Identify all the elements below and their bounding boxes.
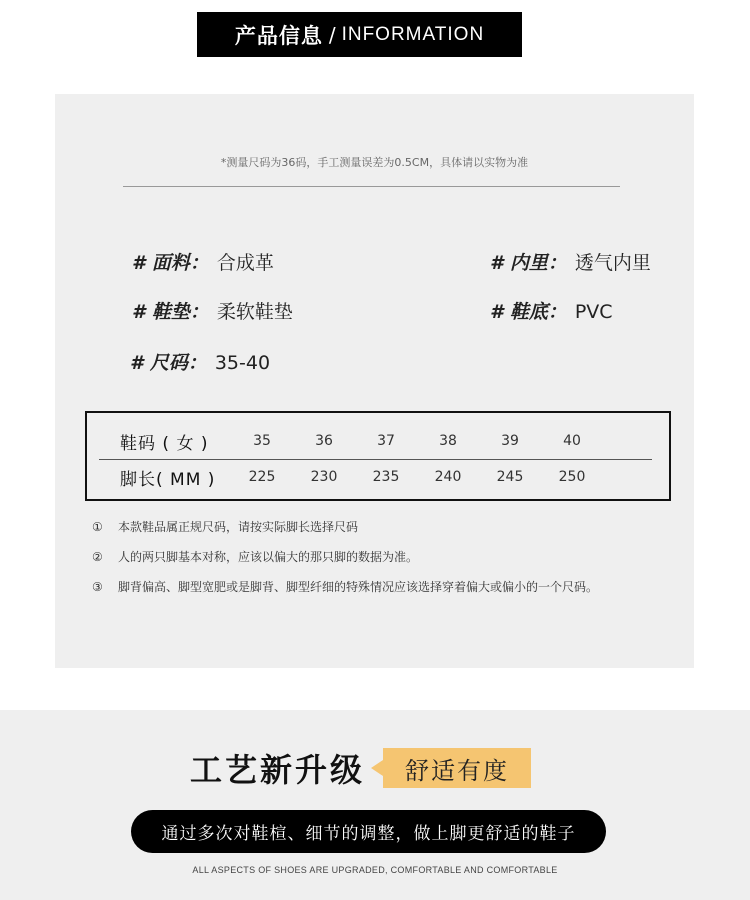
- spec-key: # 内里：: [490, 252, 567, 274]
- size-chart-table: [85, 411, 671, 501]
- craft-description-pill: 通过多次对鞋楦、细节的调整，做上脚更舒适的鞋子: [131, 810, 606, 853]
- spec-key: # 面料：: [132, 252, 209, 274]
- spec-value: 合成革: [216, 252, 274, 274]
- spec-lining: [490, 248, 651, 275]
- spec-material: [132, 248, 274, 275]
- size-row-label: 鞋码 ( 女 ): [120, 433, 209, 454]
- size-cell: 39: [501, 433, 519, 449]
- size-row-label: 脚长( MM ): [120, 469, 216, 490]
- header-title-cn: 产品信息: [234, 23, 323, 48]
- tag-pointer: [371, 760, 383, 776]
- length-cell: 245: [496, 469, 524, 485]
- spec-insole: [132, 297, 293, 324]
- spec-key: # 鞋垫：: [132, 301, 209, 323]
- size-cell: 36: [315, 433, 333, 449]
- craft-title: 工艺新升级: [190, 751, 366, 789]
- english-caption: ALL ASPECTS OF SHOES ARE UPGRADED, COMFORTABLE AND COMFORTABLE: [192, 865, 558, 875]
- spec-value: PVC: [574, 301, 613, 323]
- size-row-shoe-size: [87, 423, 669, 459]
- footnote-number: ②: [92, 550, 103, 564]
- length-cell: 235: [372, 469, 400, 485]
- footnote-2: [92, 548, 418, 565]
- length-cell: 230: [310, 469, 338, 485]
- length-cell: 240: [434, 469, 462, 485]
- spec-value: 柔软鞋垫: [216, 301, 293, 323]
- spec-size: [130, 348, 270, 375]
- footnote-text: 人的两只脚基本对称，应该以偏大的那只脚的数据为准。: [118, 550, 419, 564]
- footnote-3: [92, 578, 598, 595]
- size-cell: 38: [439, 433, 457, 449]
- spec-key: # 尺码：: [130, 352, 207, 374]
- footnote-text: 脚背偏高、脚型宽肥或是脚背、脚型纤细的特殊情况应该选择穿着偏大或偏小的一个尺码。: [118, 580, 599, 594]
- section-header: [197, 12, 522, 57]
- spec-key: # 鞋底：: [490, 301, 567, 323]
- spec-value: 35-40: [214, 352, 271, 374]
- size-cell: 35: [253, 433, 271, 449]
- note-divider: [123, 186, 620, 187]
- header-slash: /: [328, 22, 336, 47]
- footnote-number: ③: [92, 580, 103, 594]
- header-title-en: INFORMATION: [341, 23, 485, 45]
- length-cell: 225: [248, 469, 276, 485]
- spec-value: 透气内里: [574, 252, 651, 274]
- measurement-note: *测量尺码为36码，手工测量误差为0.5CM，具体请以实物为准: [220, 156, 529, 169]
- footnote-1: [92, 518, 358, 535]
- length-cell: 250: [558, 469, 586, 485]
- footnote-text: 本款鞋品属正规尺码，请按实际脚长选择尺码: [118, 520, 359, 534]
- size-cell: 40: [563, 433, 581, 449]
- footnote-number: ①: [92, 520, 103, 534]
- spec-sole: [490, 297, 613, 324]
- comfort-tag: 舒适有度: [383, 748, 531, 788]
- size-cell: 37: [377, 433, 395, 449]
- size-row-foot-length: [87, 459, 669, 495]
